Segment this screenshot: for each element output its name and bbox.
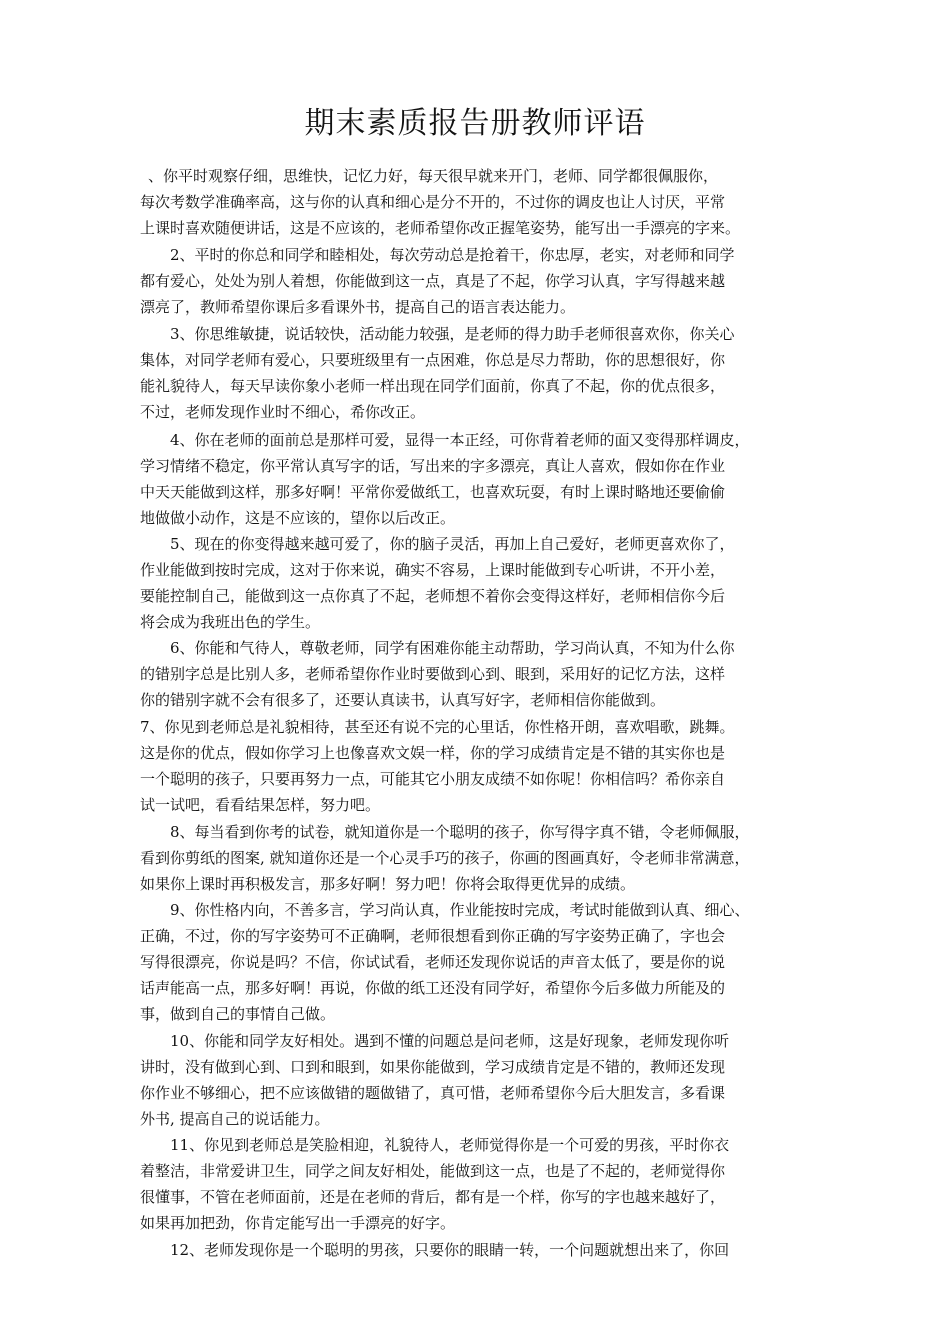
body-line: 集体，对同学老师有爱心，只要班级里有一点困难，你总是尽力帮助，你的思想很好，你 <box>140 351 726 369</box>
body-line: 看到你剪纸的图案, 就知道你还是一个心灵手巧的孩子，你画的图画真好，令老师非常满意， <box>140 849 750 867</box>
body-line: 如果你上课时再积极发言，那多好啊！努力吧！你将会取得更优异的成绩。 <box>140 875 636 893</box>
body-line: 写得很漂亮，你说是吗？不信，你试试看，老师还发现你说话的声音太低了，要是你的说 <box>140 953 726 971</box>
body-line: 你作业不够细心，把不应该做错的题做错了，真可惜，老师希望你今后大胆发言，多看课 <box>140 1084 726 1102</box>
document-title: 期末素质报告册教师评语 <box>304 106 646 141</box>
body-line: 3、你思维敏捷，说话较快，活动能力较强，是老师的得力助手老师很喜欢你，你关心 <box>170 325 735 343</box>
body-line: 漂亮了，教师希望你课后多看课外书，提高自己的语言表达能力。 <box>140 298 576 316</box>
body-line: 7、你见到老师总是礼貌相待，甚至还有说不完的心里话，你性格开朗，喜欢唱歌，跳舞。 <box>140 718 735 736</box>
body-line: 上课时喜欢随便讲话，这是不应该的，老师希望你改正握笔姿势，能写出一手漂亮的字来。 <box>140 219 741 237</box>
body-line: 5、现在的你变得越来越可爱了，你的脑子灵活，再加上自己爱好，老师更喜欢你了， <box>170 535 735 553</box>
body-line: 能礼貌待人，每天早读你象小老师一样出现在同学们面前，你真了不起，你的优点很多， <box>140 377 726 395</box>
body-line: 不过，老师发现作业时不细心，希你改正。 <box>140 403 426 421</box>
body-line: 每次考数学准确率高，这与你的认真和细心是分不开的，不过你的调皮也让人讨厌，平常 <box>140 193 726 211</box>
body-line: 6、你能和气待人，尊敬老师，同学有困难你能主动帮助，学习尚认真，不知为什么你 <box>170 639 735 657</box>
body-line: 很懂事，不管在老师面前，还是在老师的背后，都有是一个样，你写的字也越来越好了， <box>140 1188 726 1206</box>
body-line: 2、平时的你总和同学和睦相处，每次劳动总是抢着干，你忠厚，老实，对老师和同学 <box>170 246 735 264</box>
body-line: 这是你的优点，假如你学习上也像喜欢文娱一样，你的学习成绩肯定是不错的其实你也是 <box>140 744 726 762</box>
body-line: 的错别字总是比别人多，老师希望你作业时要做到心到、眼到，采用好的记忆方法，这样 <box>140 665 726 683</box>
body-line: 4、你在老师的面前总是那样可爱，显得一本正经，可你背着老师的面又变得那样调皮， <box>170 431 750 449</box>
body-line: 12、老师发现你是一个聪明的男孩，只要你的眼睛一转，一个问题就想出来了，你回 <box>170 1241 730 1259</box>
body-line: 11、你见到老师总是笑脸相迎，礼貌待人，老师觉得你是一个可爱的男孩，平时你衣 <box>170 1136 730 1154</box>
body-line: 作业能做到按时完成，这对于你来说，确实不容易，上课时能做到专心听讲，不开小差， <box>140 561 726 579</box>
body-line: 都有爱心，处处为别人着想，你能做到这一点，真是了不起，你学习认真，字写得越来越 <box>140 272 726 290</box>
body-line: 10、你能和同学友好相处。遇到不懂的问题总是问老师，这是好现象，老师发现你听 <box>170 1032 730 1050</box>
body-line: 事，做到自己的事情自己做。 <box>140 1005 336 1023</box>
body-line: 你的错别字就不会有很多了，还要认真读书，认真写好字，老师相信你能做到。 <box>140 691 666 709</box>
body-line: 话声能高一点，那多好啊！再说，你做的纸工还没有同学好，希望你今后多做力所能及的 <box>140 979 726 997</box>
body-line: 、你平时观察仔细，思维快，记忆力好，每天很早就来开门，老师、同学都很佩服你， <box>148 167 719 185</box>
body-line: 中天天能做到这样，那多好啊！平常你爱做纸工，也喜欢玩耍，有时上课时略地还要偷偷 <box>140 483 726 501</box>
body-line: 将会成为我班出色的学生。 <box>140 613 321 631</box>
body-line: 讲时，没有做到心到、口到和眼到，如果你能做到，学习成绩肯定是不错的，教师还发现 <box>140 1058 726 1076</box>
body-line: 试一试吧，看看结果怎样，努力吧。 <box>140 796 381 814</box>
body-line: 8、每当看到你考的试卷，就知道你是一个聪明的孩子，你写得字真不错，令老师佩服， <box>170 823 750 841</box>
body-line: 如果再加把劲，你肯定能写出一手漂亮的好字。 <box>140 1214 456 1232</box>
body-line: 正确，不过，你的写字姿势可不正确啊，老师很想看到你正确的写字姿势正确了，字也会 <box>140 927 726 945</box>
body-line: 学习情绪不稳定，你平常认真写字的话，写出来的字多漂亮，真让人喜欢，假如你在作业 <box>140 457 726 475</box>
body-line: 9、你性格内向，不善多言，学习尚认真，作业能按时完成，考试时能做到认真、细心、 <box>170 901 750 919</box>
body-line: 地做做小动作，这是不应该的，望你以后改正。 <box>140 509 456 527</box>
body-line: 着整洁，非常爱讲卫生，同学之间友好相处，能做到这一点，也是了不起的，老师觉得你 <box>140 1162 726 1180</box>
body-line: 外书, 提高自己的说话能力。 <box>140 1110 330 1128</box>
body-line: 要能控制自己，能做到这一点你真了不起，老师想不着你会变得这样好，老师相信你今后 <box>140 587 726 605</box>
body-line: 一个聪明的孩子，只要再努力一点，可能其它小朋友成绩不如你呢！你相信吗？希你亲自 <box>140 770 726 788</box>
